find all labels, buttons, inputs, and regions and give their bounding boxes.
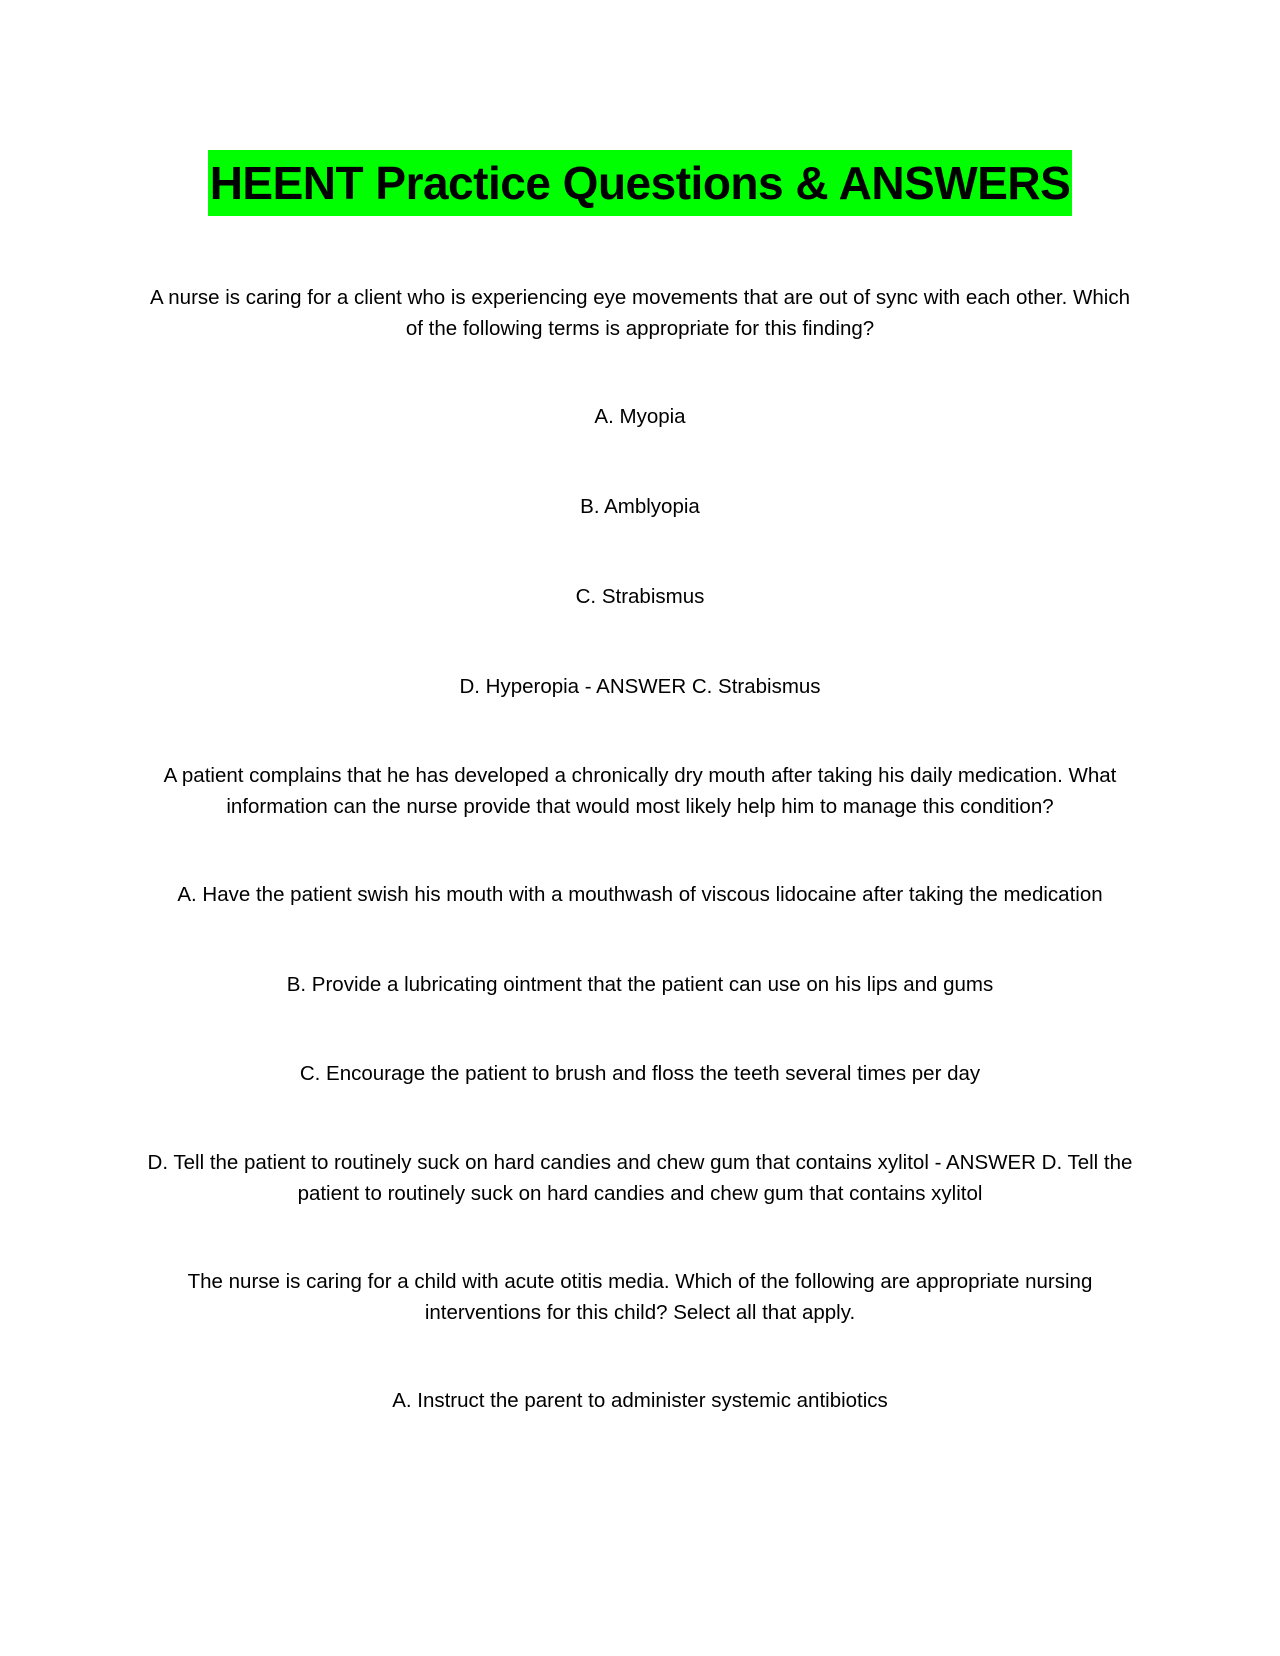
question-1-option-a: A. Myopia <box>594 405 686 428</box>
question-2-option-c: C. Encourage the patient to brush and floss the teeth several times per day <box>299 1062 981 1085</box>
question-1-option-b: B. Amblyopia <box>580 495 700 518</box>
question-2-option-a: A. Have the patient swish his mouth with a mouthwash of viscous lidocaine after taking the medication <box>177 883 1103 906</box>
title-container <box>0 150 1280 216</box>
question-2-option-d-answer: D. Tell the patient to routinely suck on hard candies and chew gum that contains xylitol - ANSWER D. Tell the patient to routinely suck on hard candies and chew gum that contains xylitol <box>147 1151 1133 1205</box>
question-3-stem: The nurse is caring for a child with acute otitis media. Which of the following are appropriate nursing interventions for this child? Select all that apply. <box>187 1270 1093 1324</box>
question-2-stem: A patient complains that he has developed a chronically dry mouth after taking his daily medication. What information can the nurse provide that would most likely help him to manage this condition? <box>163 764 1117 818</box>
page-title: HEENT Practice Questions & ANSWERS <box>208 150 1073 216</box>
question-1-stem: A nurse is caring for a client who is experiencing eye movements that are out of sync with each other. Which of the following terms is appropriate for this finding? <box>150 286 1130 340</box>
question-1-option-c: C. Strabismus <box>575 585 705 608</box>
question-3-option-a: A. Instruct the parent to administer systemic antibiotics <box>392 1389 888 1412</box>
question-1-option-d-answer: D. Hyperopia - ANSWER C. Strabismus <box>459 675 821 698</box>
question-2-option-b: B. Provide a lubricating ointment that the patient can use on his lips and gums <box>286 973 994 996</box>
